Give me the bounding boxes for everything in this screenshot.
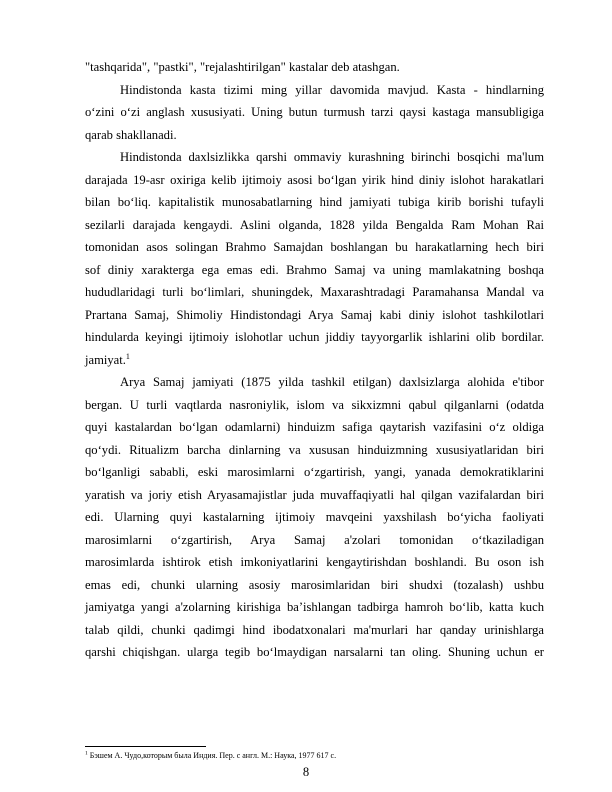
text-line-content: Arya Samaj jamiyati (1875 yilda tashkil etilgan) daxlsizlarga alohida e'tibor: [120, 375, 544, 389]
text-line-content: qo‘ydi. Ritualizm barcha dinlarning va xususan hinduizmning xususiyatlaridan biri: [85, 442, 544, 457]
footnote-reference: 1: [125, 351, 130, 361]
text-line-content: marosimlarni o‘zgartirish, Arya Samaj a'zolari tomonidan o‘tkaziladigan: [85, 532, 544, 547]
text-line-content: sezilarli darajada kengaydi. Aslini olganda, 1828 yilda Bengalda Ram Mohan Rai: [85, 217, 544, 232]
text-line-content: o‘zini o‘zi anglash xususiyati. Uning butun turmush tarzi qaysi kastaga mansubligiga: [85, 105, 544, 119]
text-line-content: hindularda keyingi ijtimoiy islohotlar uchun jiddiy tayyorgarlik ishlarini olib bordilar.: [85, 330, 544, 344]
text-line: [85, 506, 544, 529]
text-line-content: marosimlarda ishtirok etish imkoniyatlarini kengaytirishdan boshlandi. Bu oson ish: [85, 555, 544, 569]
text-line: [85, 214, 544, 237]
footnote: [85, 751, 336, 760]
text-line: [85, 529, 544, 552]
page-number: 8: [302, 765, 310, 779]
text-line: [85, 281, 544, 304]
text-line: [85, 596, 544, 619]
footnote-text: Бэшем А. Чудо,которым была Индия. Пер. с англ. М.: Наука, 1977 617 с.: [89, 751, 337, 760]
text-line: [85, 619, 544, 642]
text-line-content: bergan. U turli vaqtlarda nasroniylik, islom va sikxizmni qabul qilganlarni (odatda: [85, 397, 544, 412]
text-line: [85, 641, 544, 664]
body-text: [85, 56, 544, 664]
text-line: [85, 259, 544, 282]
footnote-separator: [85, 746, 206, 747]
text-line: [85, 484, 544, 507]
text-line: [85, 124, 544, 147]
text-line: [85, 101, 544, 124]
text-line-content: qarshi chiqishgan. ularga tegib bo‘lmaydigan narsalarni tan oling. Shuning uchun er: [85, 645, 544, 659]
text-line: [85, 146, 544, 169]
text-line: [85, 236, 544, 259]
text-line-content: talab qildi, chunki qadimgi hind ibodatxonalari ma'murlari har qanday urinishlarga: [85, 622, 544, 637]
text-line: [85, 461, 544, 484]
text-line: [85, 574, 544, 597]
text-line-content: Hindistonda kasta tizimi ming yillar davomida mavjud. Kasta - hindlarning: [120, 82, 544, 97]
text-line: [85, 371, 544, 394]
text-line-content: jamiyatga yangi a'zolarning kirishiga ba’ishlangan tadbirga hamroh bo‘lib, katta kuch: [85, 600, 544, 614]
text-line-content: bo‘lganligi sababli, eski marosimlarni o‘zgartirish, yangi, yanada demokratiklarini: [85, 465, 544, 479]
text-line-content: sof diniy xarakterga ega emas edi. Brahmo Samaj va uning mamlakatning boshqa: [85, 262, 544, 277]
text-line: [85, 169, 544, 192]
text-line: [85, 79, 544, 102]
text-line-content: tomonidan asos solingan Brahmo Samajdan boshlangan bu harakatlarning hech biri: [85, 240, 544, 254]
text-line-content: hududlaridagi turli bo‘limlari, shuningdek, Maxarashtradagi Paramahansa Mandal va: [85, 285, 544, 299]
text-line-content: Hindistonda daxlsizlikka qarshi ommaviy kurashning birinchi bosqichi ma'lum: [120, 150, 544, 164]
text-line: [85, 56, 544, 79]
text-line-content: darajada 19-asr oxiriga kelib ijtimoiy asosi bo‘lgan yirik hind diniy islohot harakatlari: [85, 172, 544, 187]
text-line: [85, 394, 544, 417]
footnote-marker: 1: [85, 750, 88, 757]
text-line-content: bilan bo‘liq. kapitalistik munosabatlarning hind jamiyati tubiga kirib borishi tufayli: [85, 195, 544, 209]
text-line: [85, 349, 544, 372]
text-line-content: Prartana Samaj, Shimoliy Hindistondagi Arya Samaj kabi diniy islohot tashkilotlari: [85, 307, 544, 322]
text-line: [85, 551, 544, 574]
text-line-content: qarab shakllanadi.: [85, 127, 177, 142]
text-line: [85, 416, 544, 439]
text-line: [85, 326, 544, 349]
text-line-content: quyi kastalardan bo‘lgan odamlarni) hinduizm safiga qaytarish vazifasini o‘z oldiga: [85, 420, 544, 434]
text-line: [85, 304, 544, 327]
text-line-content: emas edi, chunki ularning asosiy marosimlaridan biri shudxi (tozalash) ushbu: [85, 577, 544, 592]
text-line-content: "tashqarida", "pastki", "rejalashtirilgan" kastalar deb atashgan.: [85, 60, 400, 74]
text-line-content: yaratish va joriy etish Aryasamajistlar juda muvaffaqiyatli hal qilgan vazifalardan biri: [85, 487, 544, 502]
text-line: [85, 439, 544, 462]
text-line-content: edi. Ularning quyi kastalarning ijtimoiy mavqeini yaxshilash bo‘yicha faoliyati: [85, 510, 544, 524]
text-line: [85, 191, 544, 214]
text-line-content: jamiyat.: [85, 352, 126, 367]
